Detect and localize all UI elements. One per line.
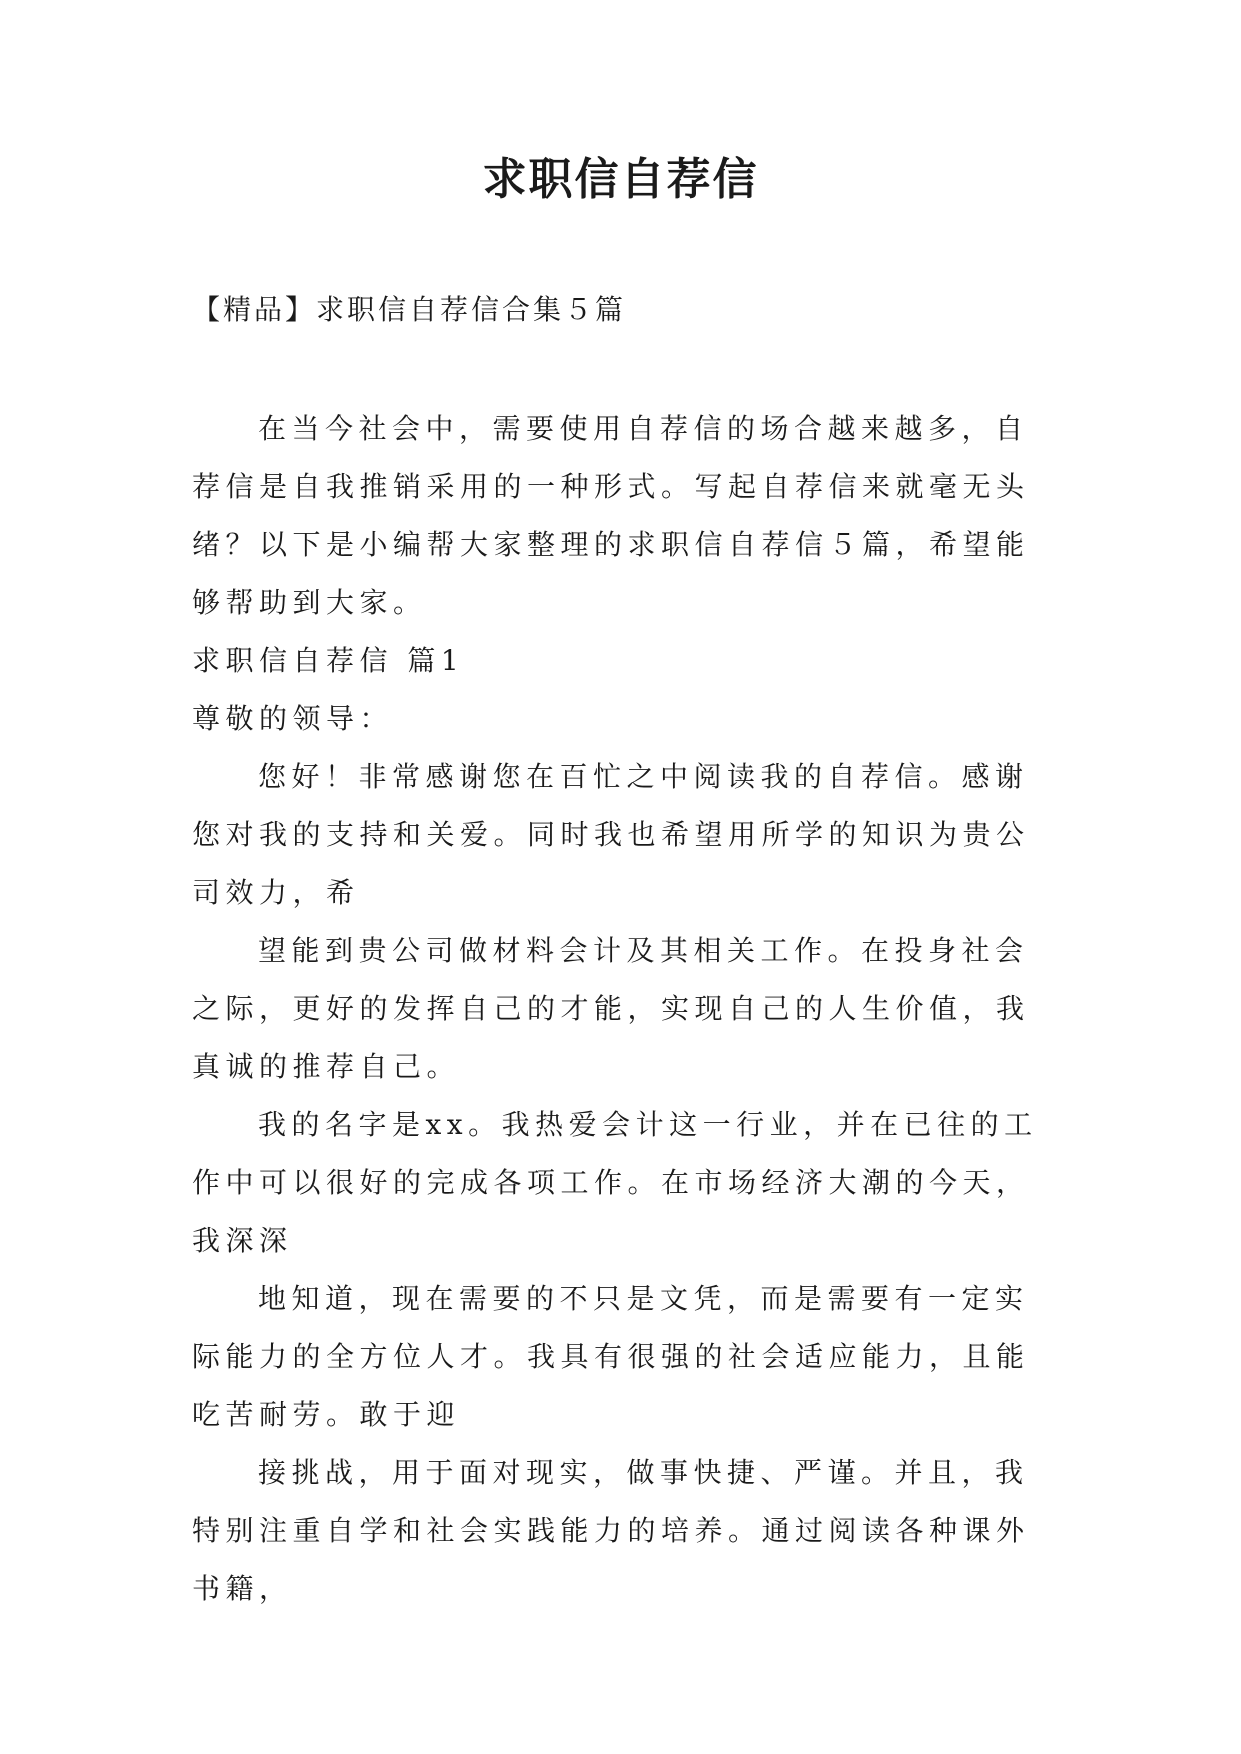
document-subtitle: 【精品】求职信自荐信合集５篇 bbox=[192, 293, 627, 326]
body-paragraph: 地知道，现在需要的不只是文凭，而是需要有一定实际能力的全方位人才。我具有很强的社会适应能力，且能吃苦耐劳。敢于迎 bbox=[192, 1282, 1030, 1431]
section-heading: 求职信自荐信 篇1 bbox=[192, 644, 465, 677]
document-body bbox=[192, 400, 1052, 1618]
intro-paragraph: 在当今社会中，需要使用自荐信的场合越来越多，自荐信是自我推销采用的一种形式。写起自荐信来就毫无头绪？以下是小编帮大家整理的求职信自荐信５篇，希望能够帮助到大家。 bbox=[192, 412, 1030, 619]
document-title: 求职信自荐信 bbox=[482, 154, 759, 205]
body-paragraph: 接挑战，用于面对现实，做事快捷、严谨。并且，我特别注重自学和社会实践能力的培养。通过阅读各种课外书籍， bbox=[192, 1456, 1030, 1605]
salutation: 尊敬的领导： bbox=[192, 702, 394, 735]
body-paragraph: 您好！非常感谢您在百忙之中阅读我的自荐信。感谢您对我的支持和关爱。同时我也希望用所学的知识为贵公司效力，希 bbox=[192, 760, 1030, 909]
body-paragraph: 我的名字是xx。我热爱会计这一行业，并在已往的工作中可以很好的完成各项工作。在市场经济大潮的今天，我深深 bbox=[192, 1108, 1038, 1257]
body-paragraph: 望能到贵公司做材料会计及其相关工作。在投身社会之际，更好的发挥自己的才能，实现自己的人生价值，我真诚的推荐自己。 bbox=[192, 934, 1030, 1083]
